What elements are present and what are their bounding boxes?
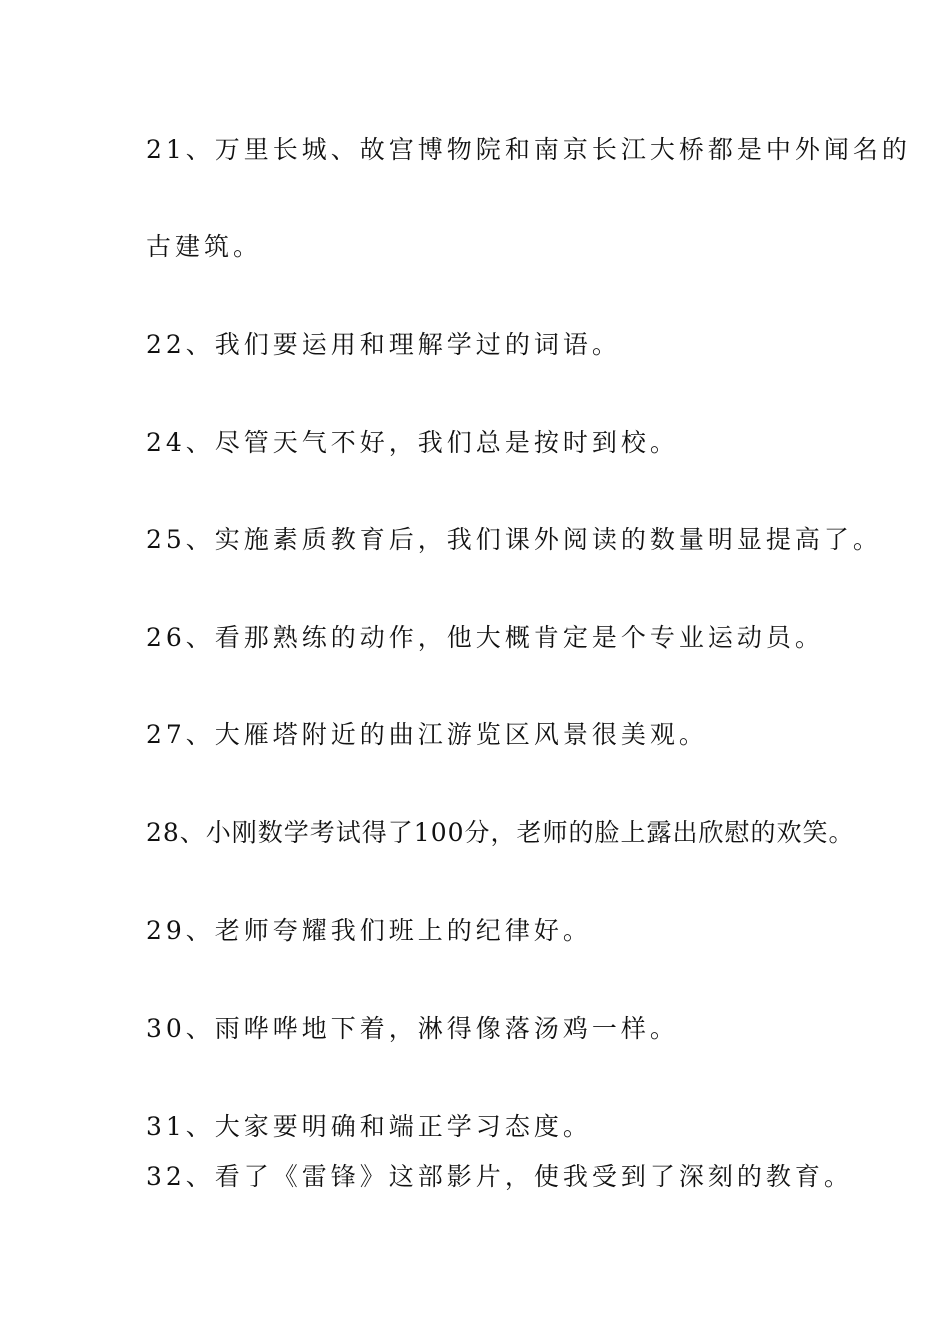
sentence-24: 24、尽管天气不好，我们总是按时到校。 [146,428,679,457]
sentence-26: 26、看那熟练的动作，他大概肯定是个专业运动员。 [146,623,824,652]
sentence-32: 32、看了《雷锋》这部影片，使我受到了深刻的教育。 [146,1162,853,1191]
sentence-30: 30、雨哗哗地下着，淋得像落汤鸡一样。 [146,1014,679,1043]
sentence-21-line-1: 21、万里长城、故宫博物院和南京长江大桥都是中外闻名的 [146,135,911,164]
sentence-28: 28、小刚数学考试得了100分，老师的脸上露出欣慰的欢笑。 [146,818,855,847]
sentence-21-line-2: 古建筑。 [146,232,263,261]
sentence-27: 27、大雁塔附近的曲江游览区风景很美观。 [146,720,708,749]
sentence-22: 22、我们要运用和理解学过的词语。 [146,330,621,359]
sentence-29: 29、老师夸耀我们班上的纪律好。 [146,916,592,945]
sentence-25: 25、实施素质教育后，我们课外阅读的数量明显提高了。 [146,525,882,554]
sentence-31: 31、大家要明确和端正学习态度。 [146,1112,592,1141]
